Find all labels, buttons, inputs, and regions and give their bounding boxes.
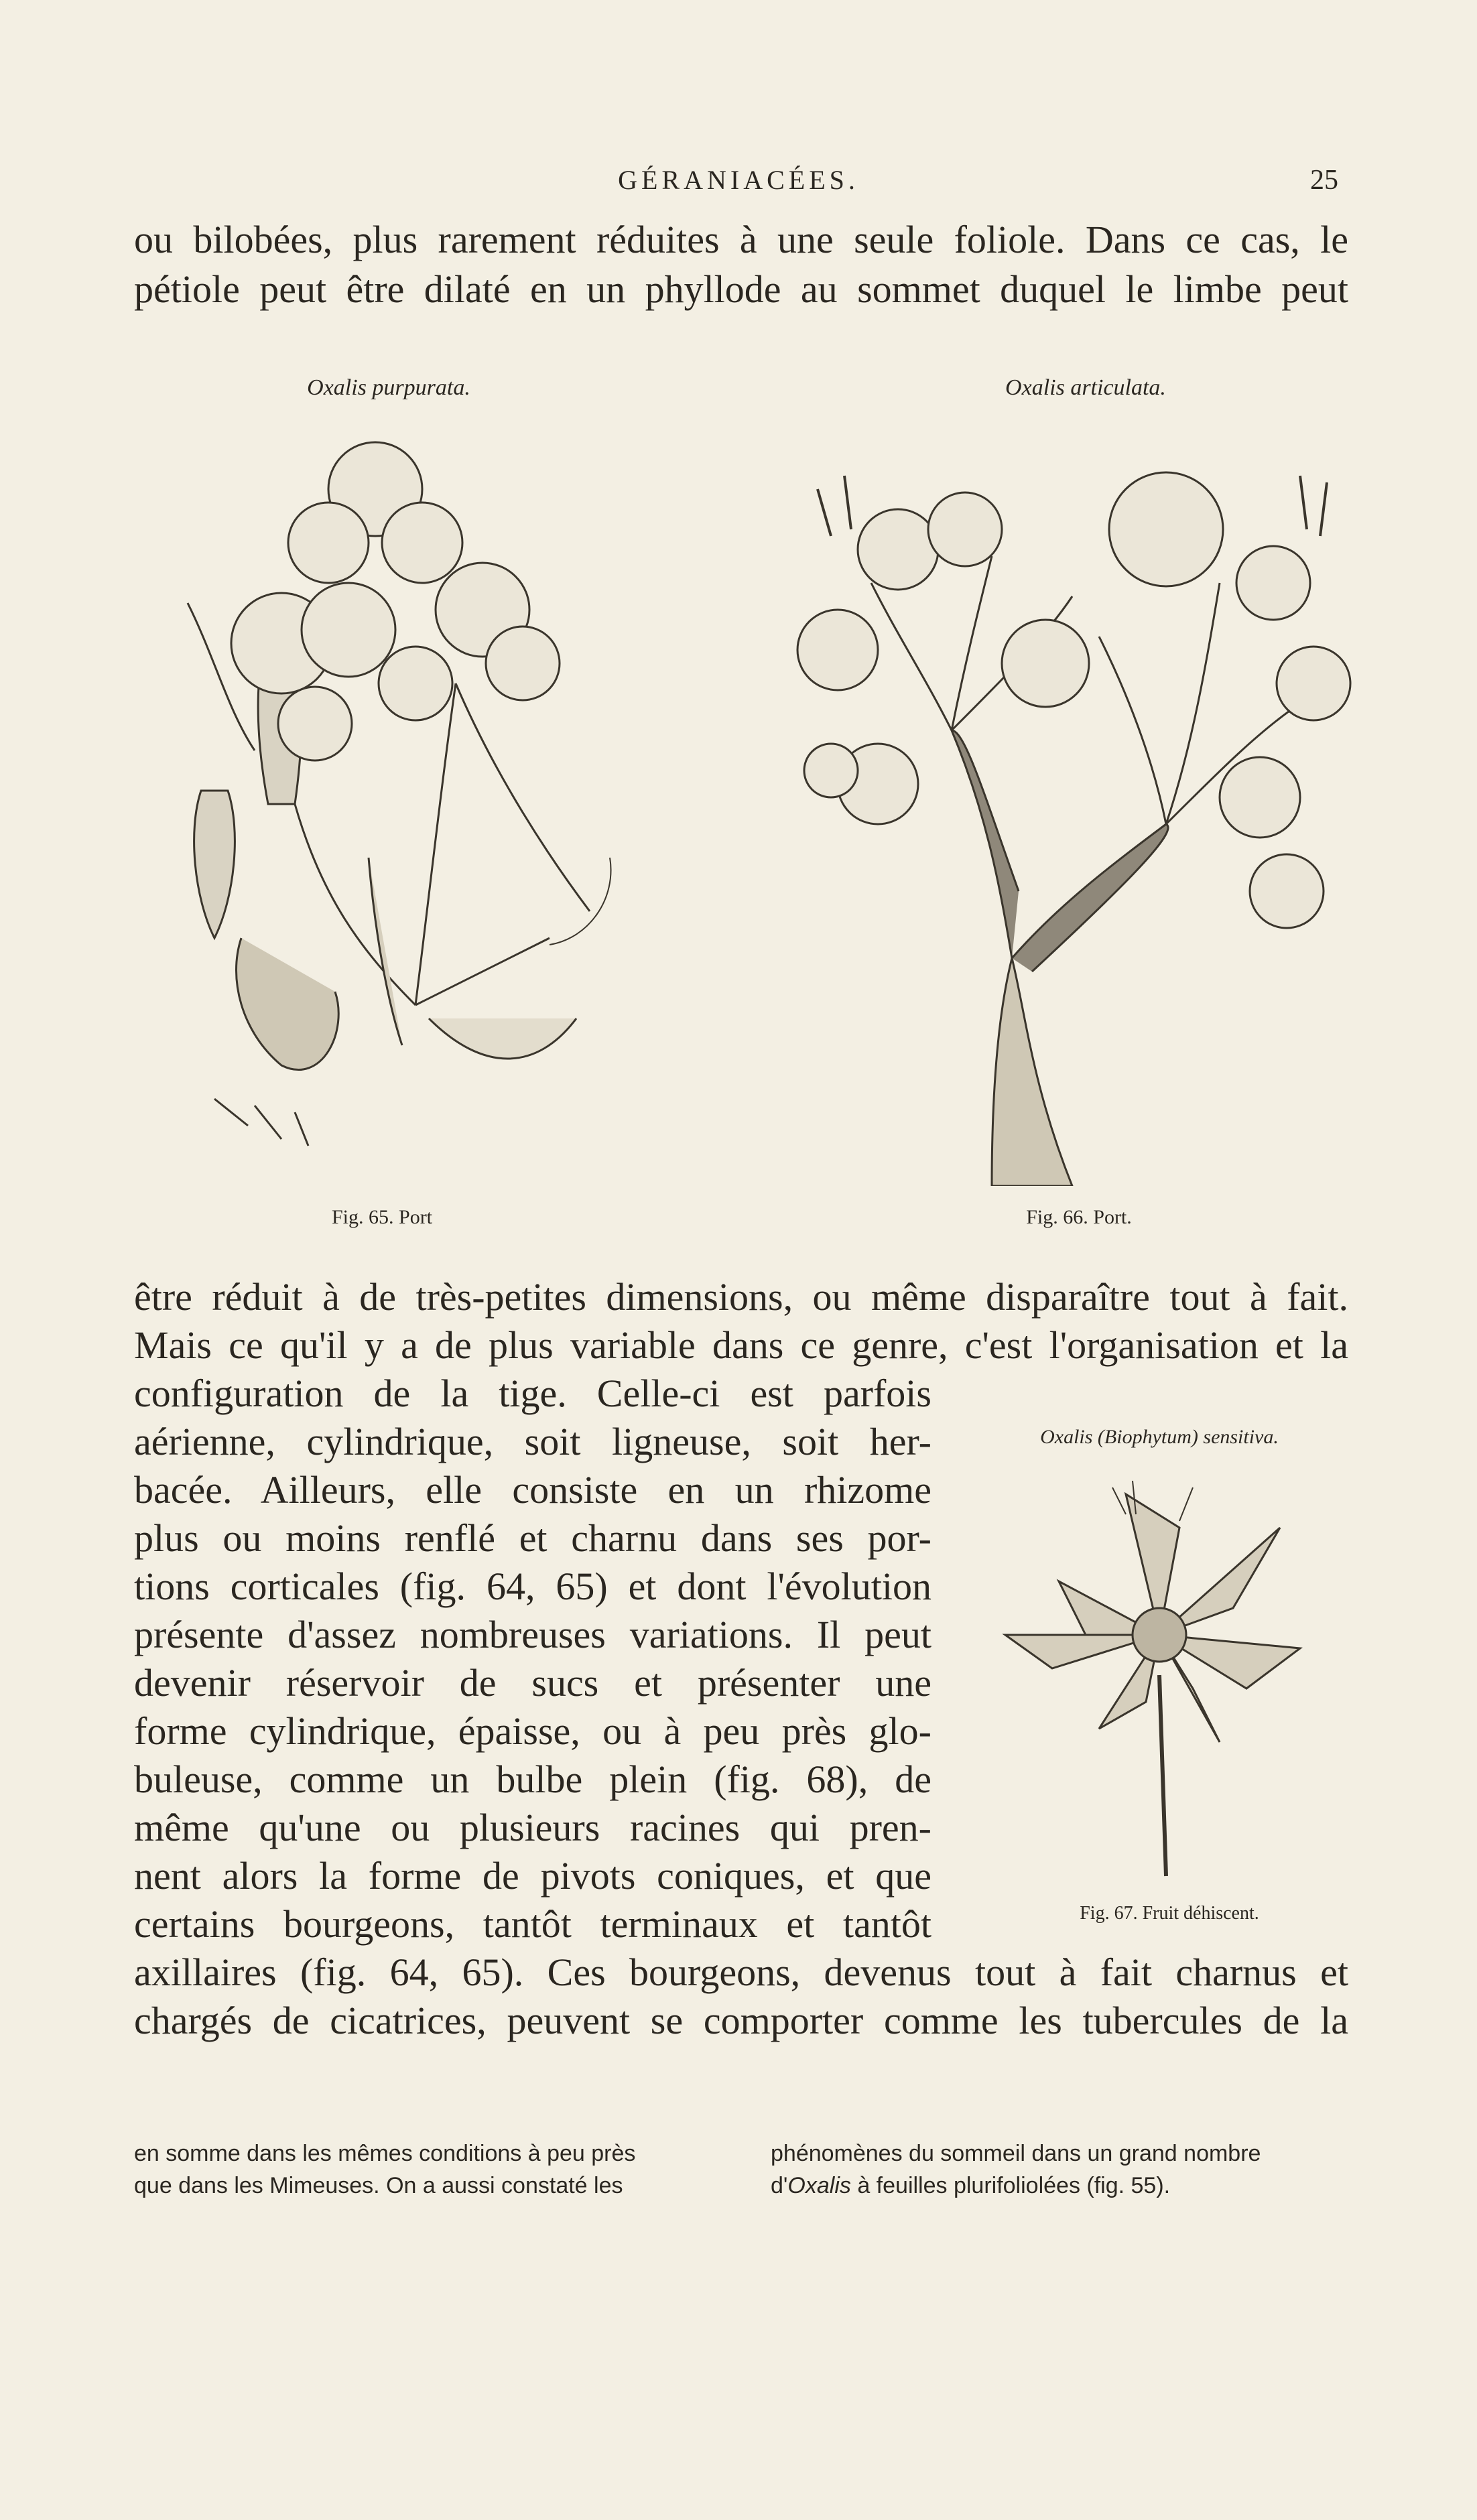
oxalis-articulata-drawing — [791, 449, 1354, 1186]
oxalis-purpurata-drawing — [147, 429, 657, 1166]
body-narrow-line: aérienne, cylindrique, soit ligneuse, soit her- — [134, 1420, 932, 1463]
footnote-right-text: à feuilles plurifoliolées (fig. 55). — [850, 2173, 1171, 2198]
body-narrow-line: bacée. Ailleurs, elle consiste en un rhizome — [134, 1468, 932, 1512]
footnote-right-line: phénomènes du sommeil dans un grand nombre — [771, 2141, 1261, 2166]
footnote-left — [134, 2137, 724, 2202]
page-number: 25 — [1310, 165, 1338, 196]
fig67-title: Oxalis (Biophytum) sensitiva. — [1040, 1426, 1279, 1448]
fig66-illustration — [791, 449, 1354, 1186]
fig65-illustration — [147, 429, 657, 1166]
footnote-right-text: d' — [771, 2173, 788, 2198]
body-narrow-line: configuration de la tige. Celle-ci est parfois — [134, 1372, 932, 1415]
body-narrow-line: buleuse, comme un bulbe plein (fig. 68), de — [134, 1758, 932, 1801]
fig67-caption: Fig. 67. Fruit déhiscent. — [1080, 1903, 1259, 1924]
footnote-right — [771, 2137, 1354, 2202]
text-line-2: pétiole peut être dilaté en un phyllode au sommet duquel le limbe peut — [134, 267, 1348, 311]
body-narrow-line: devenir réservoir de sucs et présenter une — [134, 1661, 932, 1705]
footnote-left-line: en somme dans les mêmes conditions à peu près — [134, 2141, 636, 2166]
fig65-title: Oxalis purpurata. — [307, 375, 470, 400]
footnote-left-line: que dans les Mimeuses. On a aussi constaté les — [134, 2173, 623, 2198]
body-narrow-line: certains bourgeons, tantôt terminaux et tantôt — [134, 1902, 932, 1946]
dehiscent-fruit-drawing — [992, 1474, 1327, 1889]
body-narrow-line: nent alors la forme de pivots coniques, et que — [134, 1854, 932, 1898]
body-line-1: être réduit à de très-petites dimensions, ou même disparaître tout à fait. — [134, 1275, 1348, 1319]
fig65-caption: Fig. 65. Port — [331, 1206, 433, 1228]
fig66-title: Oxalis articulata. — [1005, 375, 1166, 400]
body-narrow-line: même qu'une ou plusieurs racines qui pren- — [134, 1806, 932, 1849]
running-head: GÉRANIACÉES. — [618, 165, 859, 195]
fig67-illustration — [992, 1474, 1327, 1889]
text-line-1: ou bilobées, plus rarement réduites à une seule foliole. Dans ce cas, le — [134, 218, 1348, 261]
fig66-caption: Fig. 66. Port. — [1026, 1206, 1132, 1228]
footnote-right-line — [771, 2170, 1354, 2202]
footnote-right-genus: Oxalis — [787, 2173, 851, 2198]
body-narrow-line: présente d'assez nombreuses variations. Il peut — [134, 1613, 932, 1656]
body-line-4: chargés de cicatrices, peuvent se comporter comme les tubercules de la — [134, 1999, 1348, 2042]
body-narrow-line: plus ou moins renflé et charnu dans ses por- — [134, 1516, 932, 1560]
body-narrow-line: forme cylindrique, épaisse, ou à peu près glo- — [134, 1709, 932, 1753]
body-narrow-line: tions corticales (fig. 64, 65) et dont l'évolution — [134, 1565, 932, 1608]
body-line-3: axillaires (fig. 64, 65). Ces bourgeons, devenus tout à fait charnus et — [134, 1950, 1348, 1994]
body-line-2: Mais ce qu'il y a de plus variable dans ce genre, c'est l'organisation et la — [134, 1323, 1348, 1367]
